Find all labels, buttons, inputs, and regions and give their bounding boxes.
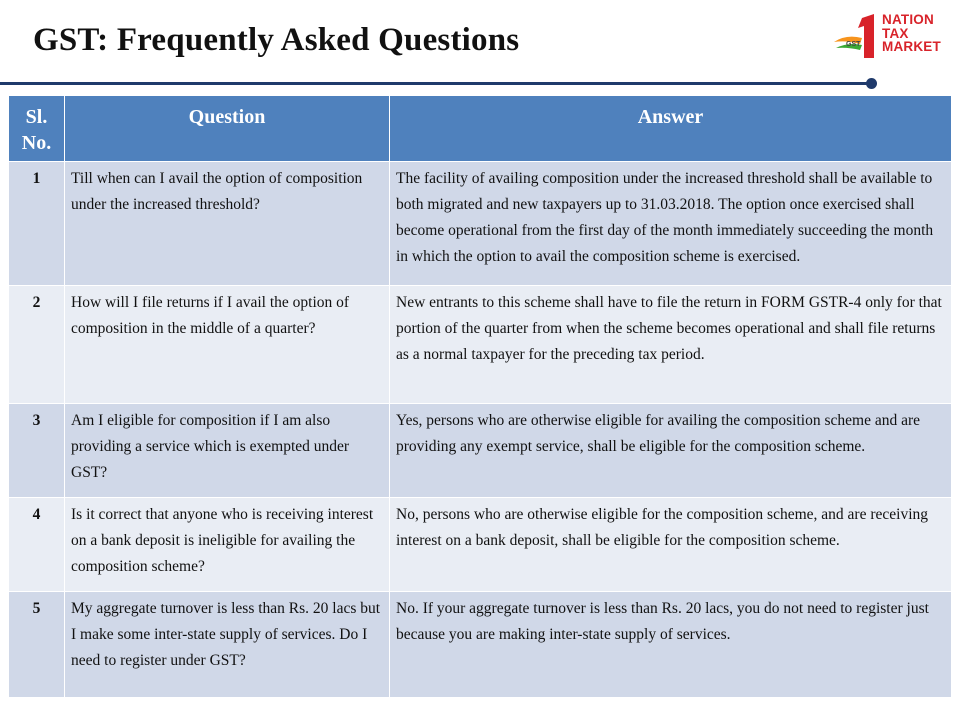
row-answer: No. If your aggregate turnover is less than Rs. 20 lacs, you do not need to register just because you are making inter-state supply of services. bbox=[390, 592, 952, 698]
row-question: Is it correct that anyone who is receiving interest on a bank deposit is ineligible for availing the composition scheme? bbox=[65, 498, 390, 592]
nation-tax-market-logo bbox=[832, 12, 954, 60]
table-row bbox=[9, 404, 952, 498]
logo-line-1: NATION bbox=[882, 12, 934, 27]
row-number: 3 bbox=[9, 404, 65, 498]
page-title: GST: Frequently Asked Questions bbox=[33, 22, 520, 58]
row-question: Am I eligible for composition if I am also providing a service which is exempted under GST? bbox=[65, 404, 390, 498]
table-row bbox=[9, 592, 952, 698]
row-question: Till when can I avail the option of composition under the increased threshold? bbox=[65, 162, 390, 286]
header-answer: Answer bbox=[390, 96, 952, 162]
table-row bbox=[9, 162, 952, 286]
logo-wordmark bbox=[882, 13, 941, 54]
row-number: 1 bbox=[9, 162, 65, 286]
table-row bbox=[9, 498, 952, 592]
title-divider bbox=[0, 82, 872, 85]
row-answer: Yes, persons who are otherwise eligible for availing the composition scheme and are providing any exempt service, shall be eligible for the composition scheme. bbox=[390, 404, 952, 498]
header-sl-no: Sl. No. bbox=[9, 96, 65, 162]
faq-table bbox=[8, 95, 952, 698]
logo-mark-text: GST bbox=[846, 41, 861, 48]
header-question: Question bbox=[65, 96, 390, 162]
table-header-row bbox=[9, 96, 952, 162]
row-answer: New entrants to this scheme shall have to file the return in FORM GSTR-4 only for that portion of the quarter from when the scheme becomes operational and shall file returns as a normal taxpayer for the preceding tax period. bbox=[390, 286, 952, 404]
logo-line-3: MARKET bbox=[882, 39, 941, 54]
logo-mark-icon bbox=[832, 12, 884, 60]
table-row bbox=[9, 286, 952, 404]
logo-line-2: TAX bbox=[882, 25, 909, 41]
row-answer: The facility of availing composition under the increased threshold shall be available to both migrated and new taxpayers up to 31.03.2018. The option once exercised shall become operational from the first day of the month immediately succeeding the month in which the option to avail the composition scheme is exercised. bbox=[390, 162, 952, 286]
row-question: My aggregate turnover is less than Rs. 20 lacs but I make some inter-state supply of services. Do I need to register under GST? bbox=[65, 592, 390, 698]
row-question: How will I file returns if I avail the option of composition in the middle of a quarter? bbox=[65, 286, 390, 404]
title-divider-dot bbox=[866, 78, 877, 89]
row-number: 2 bbox=[9, 286, 65, 404]
row-answer: No, persons who are otherwise eligible for the composition scheme, and are receiving interest on a bank deposit, shall be eligible for the composition scheme. bbox=[390, 498, 952, 592]
row-number: 4 bbox=[9, 498, 65, 592]
row-number: 5 bbox=[9, 592, 65, 698]
